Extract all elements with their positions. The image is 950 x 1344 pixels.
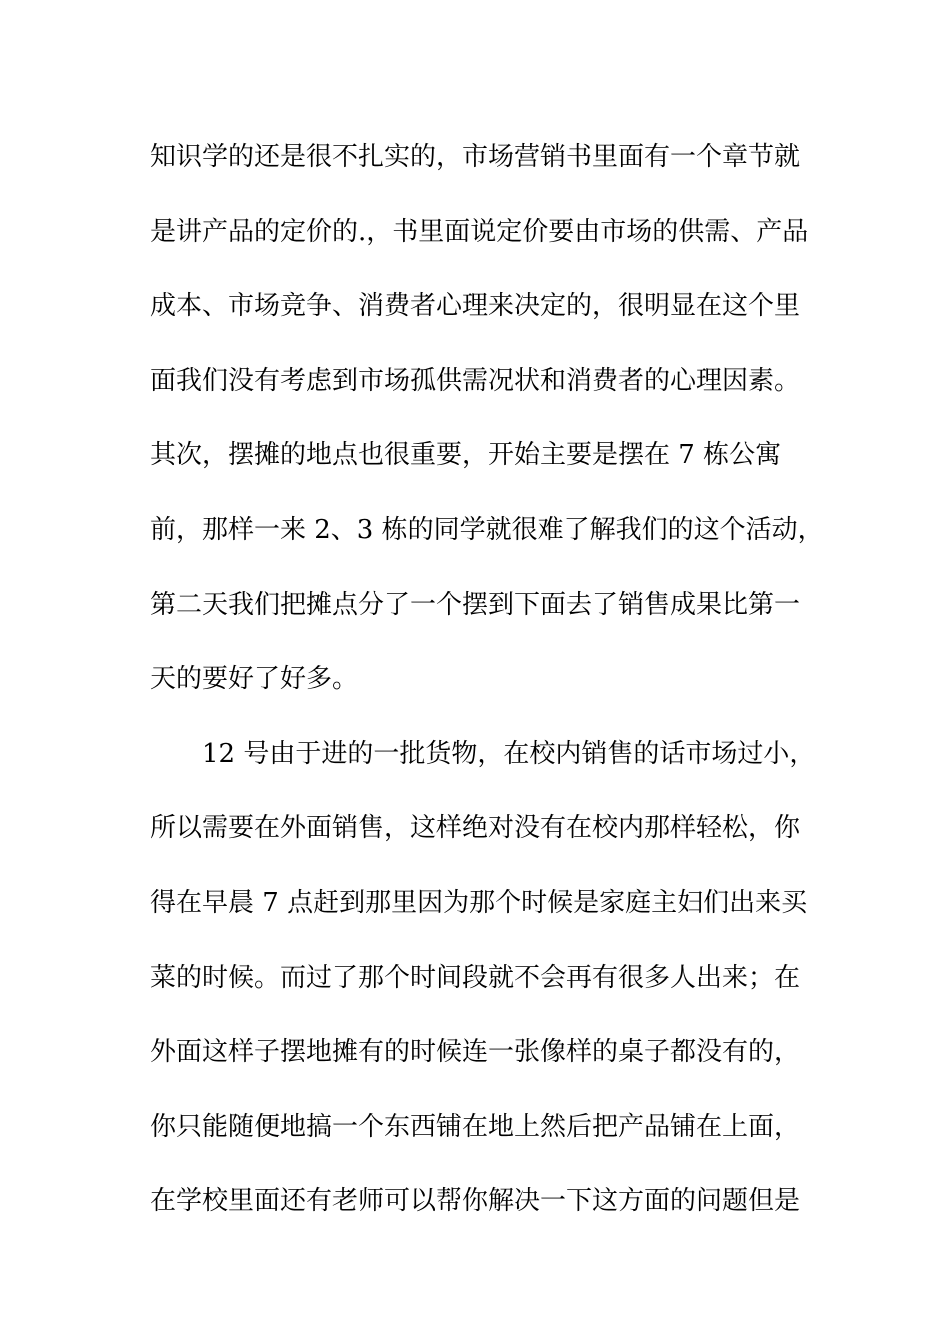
text-line: 你只能随便地搞一个东西铺在地上然后把产品铺在上面， <box>150 1111 801 1142</box>
text-line: 天的要好了好多。 <box>150 664 359 695</box>
text-line: 其次，摆摊的地点也很重要，开始主要是摆在 7 栋公寓 <box>150 440 782 471</box>
paragraph-start-line: 12 号由于进的一批货物，在校内销售的话市场过小， <box>202 738 816 769</box>
text-line: 得在早晨 7 点赶到那里因为那个时候是家庭主妇们出来买 <box>150 887 808 918</box>
text-line: 是讲产品的定价的.，书里面说定价要由市场的供需、产品 <box>150 216 809 247</box>
text-line: 菜的时候。而过了那个时间段就不会再有很多人出来；在 <box>150 962 801 993</box>
text-line: 第二天我们把摊点分了一个摆到下面去了销售成果比第一 <box>150 589 801 620</box>
text-line: 所以需要在外面销售，这样绝对没有在校内那样轻松，你 <box>150 813 801 844</box>
text-line: 成本、市场竞争、消费者心理来决定的，很明显在这个里 <box>150 291 801 322</box>
text-line: 前，那样一来 2、3 栋的同学就很难了解我们的这个活动， <box>150 514 824 545</box>
text-line: 在学校里面还有老师可以帮你解决一下这方面的问题但是 <box>150 1186 801 1217</box>
body-text <box>150 120 824 1239</box>
text-line: 外面这样子摆地摊有的时候连一张像样的桌子都没有的， <box>150 1037 801 1068</box>
text-line: 知识学的还是很不扎实的，市场营销书里面有一个章节就 <box>150 142 801 172</box>
text-line: 面我们没有考虑到市场孤供需况状和消费者的心理因素。 <box>150 365 801 396</box>
